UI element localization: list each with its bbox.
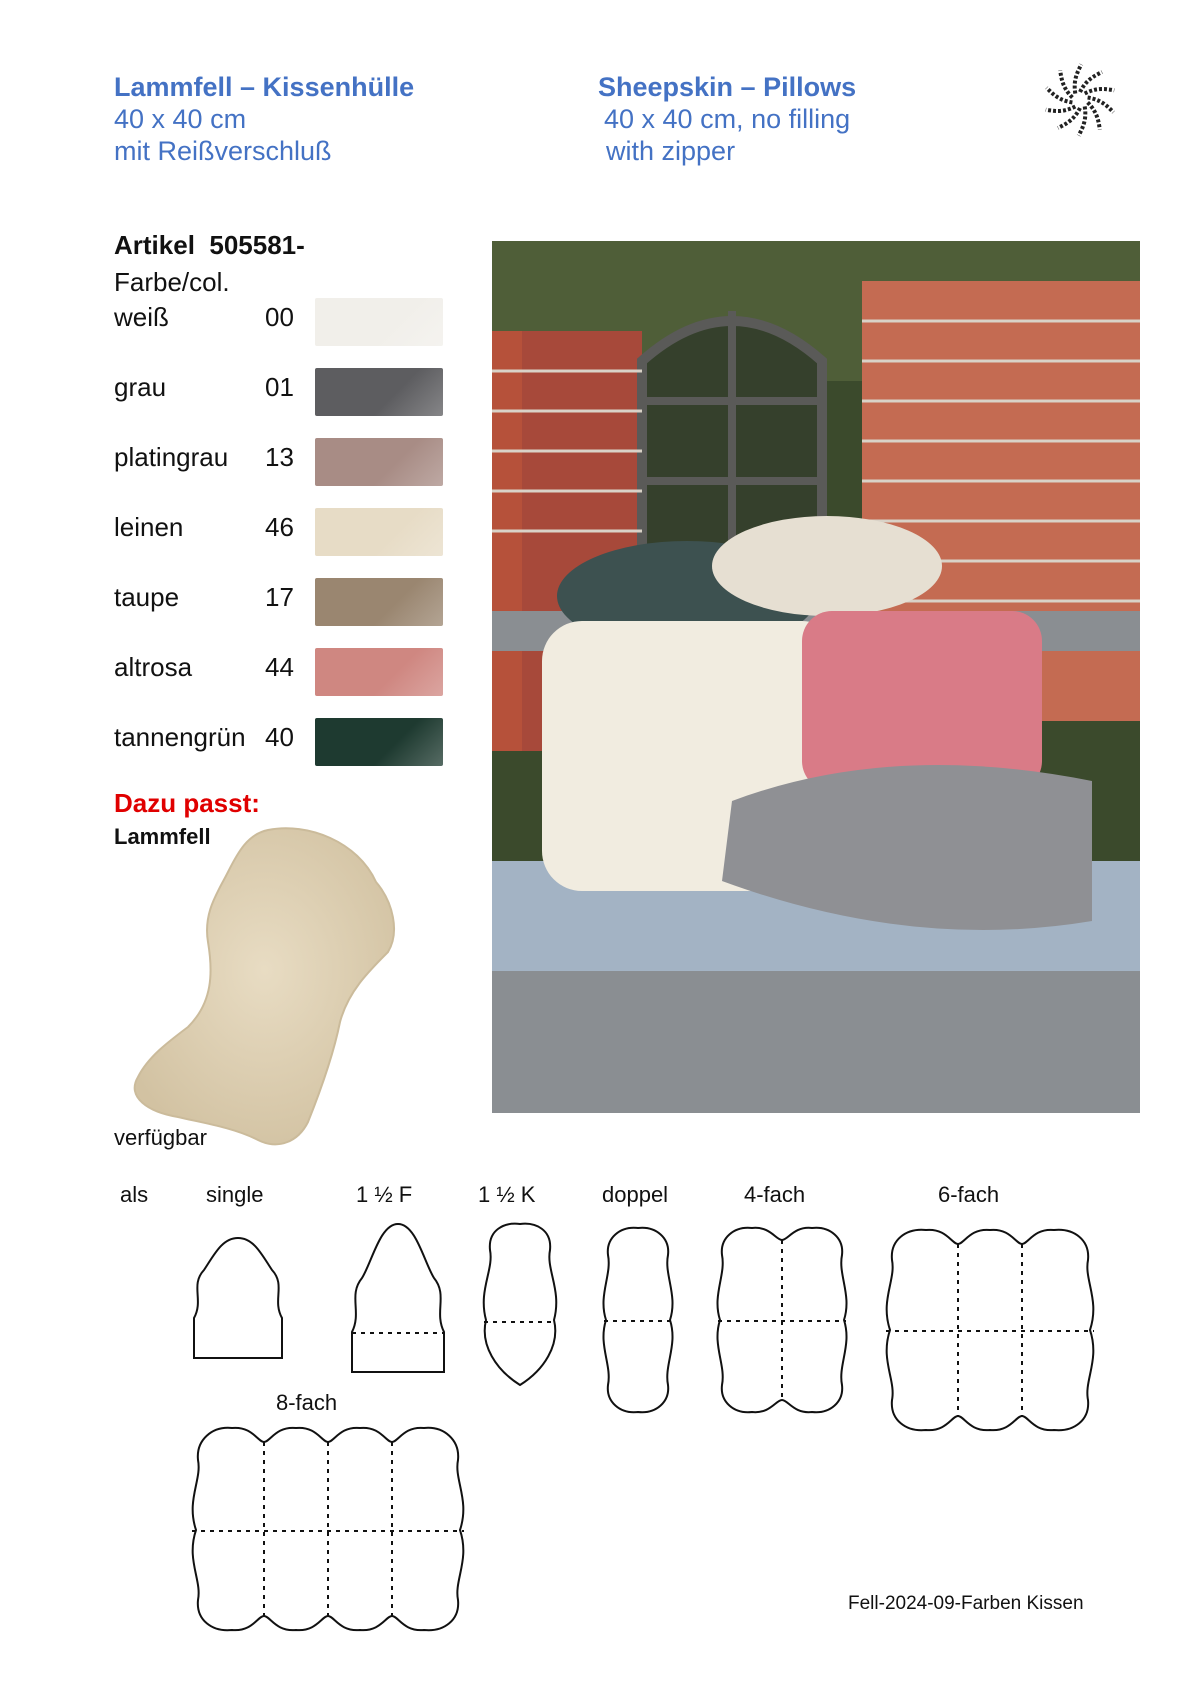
shape-1-5-k bbox=[484, 1224, 557, 1385]
shape-label-8-fach: 8-fach bbox=[276, 1390, 338, 1415]
color-code: 46 bbox=[265, 512, 294, 542]
shape-label-single: single bbox=[206, 1182, 264, 1207]
shape-single bbox=[194, 1238, 282, 1358]
size-de: 40 x 40 cm bbox=[114, 104, 247, 134]
title-de: Lammfell – Kissenhülle bbox=[114, 72, 415, 102]
color-name: grau bbox=[114, 372, 167, 402]
color-code: 00 bbox=[265, 302, 294, 332]
color-name: taupe bbox=[114, 582, 180, 612]
color-name: altrosa bbox=[114, 652, 193, 682]
shape-8-fach bbox=[193, 1428, 464, 1630]
shape-label-4-fach: 4-fach bbox=[744, 1182, 806, 1207]
shape-label-6-fach: 6-fach bbox=[938, 1182, 1000, 1207]
size-en: 40 x 40 cm, no filling bbox=[604, 104, 851, 134]
color-name: platingrau bbox=[114, 442, 229, 472]
footer-reference: Fell-2024-09-Farben Kissen bbox=[848, 1593, 1084, 1614]
color-code: 01 bbox=[265, 372, 294, 402]
color-code: 40 bbox=[265, 722, 294, 752]
zipper-de: mit Reißverschluß bbox=[114, 136, 332, 166]
matching-heading: Dazu passt: bbox=[114, 788, 260, 818]
shapes-intro: als bbox=[120, 1182, 149, 1207]
color-name: leinen bbox=[114, 512, 184, 542]
matching-product: Lammfell bbox=[114, 824, 211, 849]
zipper-en: with zipper bbox=[606, 136, 736, 166]
color-code: 17 bbox=[265, 582, 294, 612]
color-name: tannengrün bbox=[114, 722, 246, 752]
color-code: 13 bbox=[265, 442, 294, 472]
color-label: Farbe/col. bbox=[114, 267, 230, 297]
title-en: Sheepskin – Pillows bbox=[598, 72, 857, 102]
shape-label-1-5-k: 1 ½ K bbox=[478, 1182, 536, 1207]
color-name: weiß bbox=[114, 302, 169, 332]
article-number: Artikel 505581- bbox=[114, 230, 305, 260]
availability-text: verfügbar bbox=[114, 1125, 207, 1150]
shape-label-doppel: doppel bbox=[602, 1182, 669, 1207]
shape-6-fach bbox=[887, 1230, 1094, 1430]
shape-1-5-f bbox=[352, 1224, 444, 1372]
shape-label-1-5-f: 1 ½ F bbox=[356, 1182, 413, 1207]
color-code: 44 bbox=[265, 652, 294, 682]
